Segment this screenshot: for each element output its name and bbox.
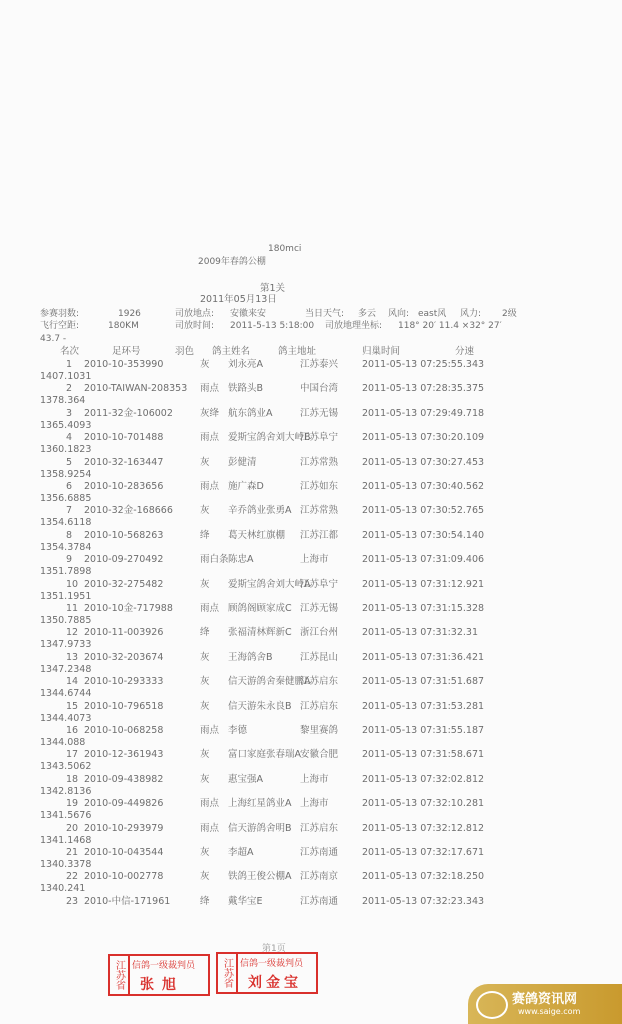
coordinates-value: 118° 20′ 11.4 ×32° 27′ <box>398 321 502 331</box>
address-cell: 江苏南通 <box>300 847 339 858</box>
speed-cell: 1351.1951 <box>40 590 92 602</box>
arrival-time-cell: 2011-05-13 07:31:58.671 <box>362 749 485 761</box>
address-cell: 江苏常熟 <box>300 505 339 517</box>
table-row <box>0 774 622 800</box>
owner-cell: 铁路头B <box>228 383 264 395</box>
owner-cell: 彭健清 <box>228 456 257 468</box>
arrival-time-cell: 2011-05-13 07:31:12.921 <box>362 578 485 590</box>
table-row <box>0 896 622 922</box>
table-row <box>0 676 622 702</box>
color-cell: 灰 <box>200 505 210 517</box>
col-owner: 鸽主姓名 <box>212 346 251 357</box>
rank-cell: 20 <box>66 822 79 834</box>
distance-label: 飞行空距: <box>40 321 80 331</box>
ring-cell: 2010-10-293333 <box>84 676 164 688</box>
wind-force-label: 风力: <box>460 309 482 319</box>
ring-cell: 2010-中信-171961 <box>84 895 171 907</box>
coordinates-continued: 43.7 - <box>40 334 67 344</box>
ring-cell: 2010-11-003926 <box>84 627 164 639</box>
table-row <box>0 627 622 653</box>
color-cell: 灰 <box>200 651 210 663</box>
owner-cell: 陈忠A <box>228 554 254 566</box>
rank-cell: 14 <box>66 676 79 688</box>
rank-cell: 3 <box>66 407 73 419</box>
distance-value: 180KM <box>108 321 139 331</box>
table-row <box>0 823 622 849</box>
wind-direction-value: east风 <box>418 309 447 319</box>
pigeon-logo-icon <box>476 991 508 1019</box>
owner-cell: 爱斯宝鸽舍刘大岭B <box>228 432 311 444</box>
table-row <box>0 530 622 556</box>
color-cell: 灰 <box>200 871 210 883</box>
col-rank: 名次 <box>60 346 80 357</box>
table-row <box>0 603 622 629</box>
owner-cell: 刘永亮A <box>228 359 263 370</box>
address-cell: 江苏无锡 <box>300 603 339 614</box>
col-ring: 足环号 <box>112 346 141 357</box>
entries-value: 1926 <box>118 309 141 319</box>
rank-cell: 18 <box>66 773 79 785</box>
arrival-time-cell: 2011-05-13 07:31:36.421 <box>362 651 485 663</box>
weather-value: 多云 <box>358 309 377 319</box>
release-site-value: 安徽来安 <box>230 309 267 319</box>
release-time-value: 2011-5-13 5:18:00 <box>230 321 315 331</box>
address-cell: 江苏阜宁 <box>300 578 339 590</box>
referee-stamp-2 <box>216 952 318 994</box>
address-cell: 上海市 <box>300 554 329 566</box>
rank-cell: 10 <box>66 578 79 590</box>
owner-cell: 上海红星鸽业A <box>228 798 292 810</box>
watermark-site-name: 赛鸽资讯网 <box>512 992 578 1007</box>
arrival-time-cell: 2011-05-13 07:32:02.812 <box>362 773 485 785</box>
address-cell: 黎里赛鸽 <box>300 725 339 736</box>
stamp-province: 江苏省 <box>218 954 238 992</box>
table-row <box>0 725 622 751</box>
speed-cell: 1351.7898 <box>40 566 92 578</box>
speed-cell: 1344.088 <box>40 737 86 748</box>
ring-cell: 2010-10-568263 <box>84 529 164 541</box>
arrival-time-cell: 2011-05-13 07:30:27.453 <box>362 456 485 468</box>
stamp-title: 信鸽一级裁判员 <box>132 961 196 971</box>
table-row <box>0 432 622 458</box>
color-cell: 灰 <box>200 847 210 858</box>
arrival-time-cell: 2011-05-13 07:31:15.328 <box>362 603 485 614</box>
referee-stamp-1 <box>108 954 210 996</box>
ring-cell: 2010-09-438982 <box>84 773 164 785</box>
speed-cell: 1354.3784 <box>40 541 92 553</box>
release-time-label: 司放时间: <box>175 321 215 331</box>
rank-cell: 15 <box>66 700 79 712</box>
document-title: 2009年春鸽公棚 <box>198 257 266 267</box>
color-cell: 绛 <box>200 627 210 639</box>
color-cell: 绛 <box>200 895 210 907</box>
address-cell: 江苏南通 <box>300 895 339 907</box>
table-row <box>0 359 622 385</box>
arrival-time-cell: 2011-05-13 07:31:09.406 <box>362 554 485 566</box>
address-cell: 江苏启东 <box>300 700 339 712</box>
race-date: 2011年05月13日 <box>200 294 277 305</box>
ring-cell: 2010-09-270492 <box>84 554 164 566</box>
color-cell: 灰 <box>200 700 210 712</box>
arrival-time-cell: 2011-05-13 07:31:53.281 <box>362 700 485 712</box>
table-row <box>0 408 622 434</box>
wind-direction-label: 风向: <box>388 309 410 319</box>
owner-cell: 张福清林辉新C <box>228 627 292 639</box>
speed-cell: 1365.4093 <box>40 419 92 431</box>
ring-cell: 2010-10-293979 <box>84 822 164 834</box>
arrival-time-cell: 2011-05-13 07:32:17.671 <box>362 847 485 858</box>
color-cell: 雨点 <box>200 603 220 614</box>
address-cell: 上海市 <box>300 773 329 785</box>
page-number: 第1页 <box>262 944 286 954</box>
table-row <box>0 652 622 678</box>
address-cell: 江苏昆山 <box>300 651 339 663</box>
speed-cell: 1343.5062 <box>40 761 92 773</box>
color-cell: 灰 <box>200 456 210 468</box>
stamp-name: 刘金宝 <box>248 975 302 991</box>
color-cell: 灰绛 <box>200 407 220 419</box>
rank-cell: 5 <box>66 456 73 468</box>
rank-cell: 2 <box>66 383 73 395</box>
table-row <box>0 554 622 580</box>
arrival-time-cell: 2011-05-13 07:30:54.140 <box>362 529 485 541</box>
owner-cell: 信天游朱永良B <box>228 700 292 712</box>
rank-cell: 1 <box>66 359 73 370</box>
watermark-url: www.saige.com <box>518 1007 581 1016</box>
table-row <box>0 749 622 775</box>
table-row <box>0 457 622 483</box>
address-cell: 江苏无锡 <box>300 407 339 419</box>
owner-cell: 葛天林红旗棚 <box>228 529 286 541</box>
speed-cell: 1358.9254 <box>40 468 92 480</box>
table-row <box>0 383 622 409</box>
owner-cell: 李德 <box>228 725 248 736</box>
speed-cell: 1341.1468 <box>40 834 92 846</box>
rank-cell: 19 <box>66 798 79 810</box>
ring-cell: 2010-10-043544 <box>84 847 164 858</box>
address-cell: 江苏启东 <box>300 676 339 688</box>
ring-cell: 2010-32-203674 <box>84 651 164 663</box>
table-row <box>0 871 622 897</box>
col-color: 羽色 <box>175 346 195 357</box>
arrival-time-cell: 2011-05-13 07:32:23.343 <box>362 895 485 907</box>
rank-cell: 4 <box>66 432 73 444</box>
arrival-time-cell: 2011-05-13 07:31:55.187 <box>362 725 485 736</box>
speed-cell: 1344.6744 <box>40 688 92 700</box>
speed-cell: 1407.1031 <box>40 371 92 382</box>
speed-cell: 1344.4073 <box>40 712 92 724</box>
address-cell: 安徽合肥 <box>300 749 339 761</box>
col-speed: 分速 <box>455 346 475 357</box>
col-address: 鸽主地址 <box>278 346 317 357</box>
owner-cell: 惠宝强A <box>228 773 263 785</box>
site-watermark <box>468 984 622 1024</box>
table-row <box>0 579 622 605</box>
rank-cell: 9 <box>66 554 73 566</box>
race-name: 第1关 <box>260 283 286 294</box>
rank-cell: 16 <box>66 725 79 736</box>
address-cell: 江苏常熟 <box>300 456 339 468</box>
rank-cell: 22 <box>66 871 79 883</box>
speed-cell: 1347.2348 <box>40 663 92 675</box>
address-cell: 江苏启东 <box>300 822 339 834</box>
arrival-time-cell: 2011-05-13 07:29:49.718 <box>362 407 485 419</box>
arrival-time-cell: 2011-05-13 07:32:10.281 <box>362 798 485 810</box>
rank-cell: 6 <box>66 481 73 492</box>
speed-cell: 1350.7885 <box>40 615 92 626</box>
speed-cell: 1356.6885 <box>40 493 92 504</box>
owner-cell: 施广森D <box>228 481 264 492</box>
stamp-name: 张旭 <box>140 977 184 993</box>
rank-cell: 21 <box>66 847 79 858</box>
rank-cell: 7 <box>66 505 73 517</box>
owner-cell: 信天游鸽舍秦健鹏A <box>228 676 311 688</box>
entries-label: 参赛羽数: <box>40 309 80 319</box>
address-cell: 江苏泰兴 <box>300 359 339 370</box>
owner-cell: 爱斯宝鸽舍刘大岭A <box>228 578 311 590</box>
arrival-time-cell: 2011-05-13 07:30:20.109 <box>362 432 485 444</box>
address-cell: 江苏江都 <box>300 529 339 541</box>
ring-cell: 2010-10-353990 <box>84 359 164 370</box>
table-row <box>0 847 622 873</box>
owner-cell: 辛乔鸽业张勇A <box>228 505 292 517</box>
speed-cell: 1354.6118 <box>40 517 92 529</box>
col-arrival-time: 归巢时间 <box>362 346 401 357</box>
arrival-time-cell: 2011-05-13 07:30:40.562 <box>362 481 485 492</box>
rank-cell: 17 <box>66 749 79 761</box>
stamp-province: 江苏省 <box>110 956 130 994</box>
address-cell: 中国台湾 <box>300 383 339 395</box>
coordinates-label: 司放地理坐标: <box>325 321 383 331</box>
speed-cell: 1360.1823 <box>40 444 92 456</box>
arrival-time-cell: 2011-05-13 07:28:35.375 <box>362 383 485 395</box>
speed-cell: 1378.364 <box>40 395 86 407</box>
arrival-time-cell: 2011-05-13 07:32:12.812 <box>362 822 485 834</box>
color-cell: 雨点 <box>200 383 220 395</box>
rank-cell: 12 <box>66 627 79 639</box>
arrival-time-cell: 2011-05-13 07:31:32.31 <box>362 627 479 639</box>
ring-cell: 2010-10-796518 <box>84 700 164 712</box>
owner-cell: 李超A <box>228 847 254 858</box>
speed-cell: 1340.3378 <box>40 859 92 870</box>
owner-cell: 富口家庭张春瑞A <box>228 749 301 761</box>
arrival-time-cell: 2011-05-13 07:30:52.765 <box>362 505 485 517</box>
color-cell: 灰 <box>200 773 210 785</box>
color-cell: 雨点 <box>200 725 220 736</box>
color-cell: 灰 <box>200 359 210 370</box>
address-cell: 江苏南京 <box>300 871 339 883</box>
table-row <box>0 798 622 824</box>
color-cell: 灰 <box>200 749 210 761</box>
rank-cell: 8 <box>66 529 73 541</box>
ring-cell: 2011-32金-106002 <box>84 407 173 419</box>
address-cell: 浙江台州 <box>300 627 339 639</box>
color-cell: 雨点 <box>200 432 220 444</box>
speed-cell: 1340.241 <box>40 883 86 895</box>
rank-cell: 13 <box>66 651 79 663</box>
color-cell: 雨白条 <box>200 554 229 566</box>
table-row <box>0 505 622 531</box>
table-row <box>0 481 622 507</box>
arrival-time-cell: 2011-05-13 07:32:18.250 <box>362 871 485 883</box>
ring-cell: 2010-10-068258 <box>84 725 164 736</box>
table-row <box>0 701 622 727</box>
owner-cell: 戴华宝E <box>228 895 263 907</box>
owner-cell: 信天游鸽舍明B <box>228 822 292 834</box>
ring-cell: 2010-09-449826 <box>84 798 164 810</box>
address-cell: 江苏如东 <box>300 481 339 492</box>
owner-cell: 王海鸽舍B <box>228 651 273 663</box>
owner-cell: 航东鸽业A <box>228 407 273 419</box>
ring-cell: 2010-10-283656 <box>84 481 164 492</box>
wind-force-value: 2级 <box>502 309 517 319</box>
address-cell: 江苏阜宁 <box>300 432 339 444</box>
ring-cell: 2010-32-275482 <box>84 578 164 590</box>
ring-cell: 2010-10金-717988 <box>84 603 173 614</box>
ring-cell: 2010-12-361943 <box>84 749 164 761</box>
address-cell: 上海市 <box>300 798 329 810</box>
ring-cell: 2010-TAIWAN-208353 <box>84 383 188 395</box>
release-site-label: 司放地点: <box>175 309 215 319</box>
arrival-time-cell: 2011-05-13 07:31:51.687 <box>362 676 485 688</box>
arrival-time-cell: 2011-05-13 07:25:55.343 <box>362 359 485 370</box>
weather-label: 当日天气: <box>305 309 345 319</box>
ring-cell: 2010-32-163447 <box>84 456 164 468</box>
ring-cell: 2010-10-701488 <box>84 432 164 444</box>
stamp-title: 信鸽一级裁判员 <box>240 959 304 969</box>
color-cell: 灰 <box>200 578 210 590</box>
color-cell: 雨点 <box>200 798 220 810</box>
color-cell: 雨点 <box>200 481 220 492</box>
ring-cell: 2010-32金-168666 <box>84 505 173 517</box>
owner-cell: 铁鸽王俊公棚A <box>228 871 292 883</box>
color-cell: 雨点 <box>200 822 220 834</box>
document-code: 180mci <box>268 244 302 254</box>
ring-cell: 2010-10-002778 <box>84 871 164 883</box>
speed-cell: 1341.5676 <box>40 810 92 822</box>
rank-cell: 11 <box>66 603 79 614</box>
owner-cell: 顾鸽阁顾家成C <box>228 603 292 614</box>
speed-cell: 1347.9733 <box>40 639 92 651</box>
speed-cell: 1342.8136 <box>40 785 92 797</box>
color-cell: 绛 <box>200 529 210 541</box>
rank-cell: 23 <box>66 895 79 907</box>
color-cell: 灰 <box>200 676 210 688</box>
